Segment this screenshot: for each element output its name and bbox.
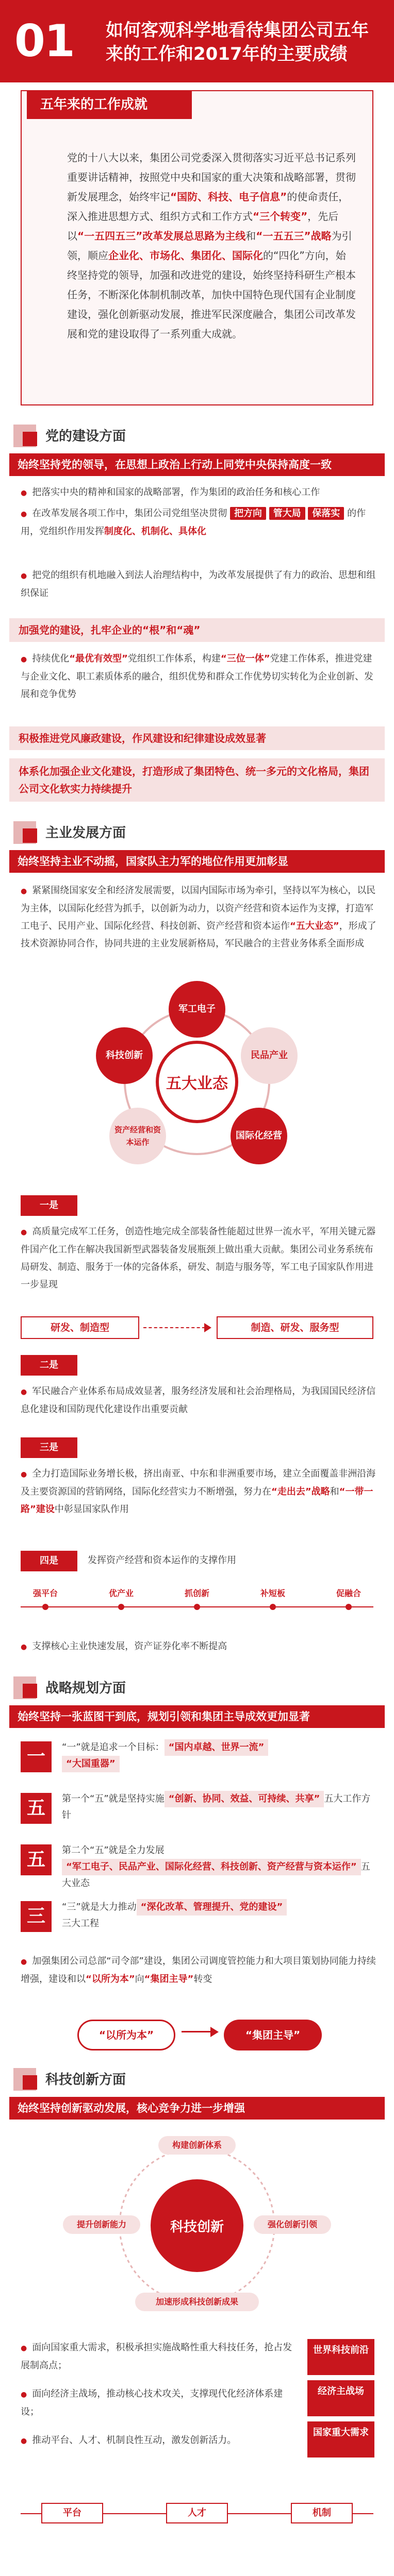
text: 面向国家重大需求，积极承担实施战略性重大科技任务，抢占发展制高点；	[21, 2342, 292, 2371]
highlight: 企业化、市场化、集团化、国际化	[108, 249, 263, 262]
text: 文化格局，集团公司文化软实力持续提升	[19, 765, 369, 795]
tag-third: 三是	[21, 1437, 77, 1458]
highlight: “一五四五三”改革发展总思路为主线	[77, 230, 246, 242]
flow-arrow	[143, 1327, 205, 1328]
header-banner	[0, 0, 394, 82]
bullet-dot: ●	[21, 1228, 27, 1236]
highlight: “三个转变”	[253, 210, 308, 223]
tag-first: 一是	[21, 1195, 77, 1216]
strategy-badge-three: 三	[21, 1901, 52, 1932]
section-title: 战略规划方面	[45, 1681, 126, 1696]
bottom-boxes	[21, 2499, 373, 2530]
ring-node-international: 国际化经营	[231, 1108, 287, 1164]
ring-node-civil: 民品产业	[241, 1027, 298, 1084]
innovation-bullet-1	[21, 2339, 294, 2375]
flow-box-2: 制造、研发、服务型	[217, 1316, 373, 1339]
text: 体系化加强企业文化建设，打造形成了集团特色、统一多元的	[19, 765, 297, 777]
side-badge: 经济主战场	[307, 2380, 374, 2416]
highlight: “五大业态”	[290, 921, 339, 931]
chip: “国内卓越、世界一流”	[165, 1739, 269, 1756]
section-square-icon	[23, 828, 37, 843]
chip: 保落实	[308, 507, 344, 520]
text: 在改革发展各项工作中，集团公司党组坚决贯彻	[32, 508, 227, 519]
side-badges	[307, 2339, 374, 2463]
timeline-dot	[346, 1604, 352, 1610]
five-year-paragraph	[67, 148, 356, 344]
text: 转变	[193, 1974, 212, 1985]
section-title: 党的建设方面	[45, 429, 126, 444]
text: 中彰显国家队作用	[54, 1504, 129, 1515]
chip: “深化改革、管理提升、党的建设”	[137, 1899, 287, 1916]
oval-arrow	[182, 2031, 212, 2032]
strategy-badge-five-1: 五	[21, 1793, 52, 1824]
bullet-dot: ●	[21, 1388, 27, 1396]
text: 第一个“五”就是坚持实施	[62, 1793, 165, 1804]
highlight: “走出去”战略	[271, 1486, 330, 1497]
five-year-tab: 五年来的工作成就	[27, 90, 192, 119]
innovation-tag: 强化创新引领	[254, 2215, 331, 2234]
chip: “创新、协同、效益、可持续、共享”	[165, 1791, 324, 1807]
timeline	[21, 1587, 373, 1628]
timeline-item: 补短板	[260, 1588, 285, 1598]
ring-node-military: 军工电子	[169, 981, 225, 1038]
strategy-text-3	[62, 1842, 371, 1892]
text: 持续优化	[32, 653, 70, 664]
text: 推动平台、人才、机制良性互动，激发创新活力。	[32, 2435, 237, 2446]
tag-fourth: 四是	[21, 1551, 77, 1571]
main-paragraph-5: 发挥资产经营和资本运作的支撑作用	[88, 1555, 236, 1566]
five-year-text: 的“四化”方向，始终坚持党的领导，加强和改进党的建设，始终坚持科研生产根本任务，不断深化体制机制改革，加快中国特色现代国有企业制度建设，强化创新驱动发展，推进军民深度融合，集团公司改革发展和党的建设取得了一系列重大成就。	[67, 249, 356, 340]
strategy-badge-five-2: 五	[21, 1844, 52, 1875]
text: 三大工程	[62, 1918, 99, 1929]
bottom-box-mechanism: 机制	[291, 2503, 353, 2523]
innovation-bullet-2	[21, 2385, 294, 2421]
text: “一”就是追求一个目标：	[62, 1742, 165, 1753]
section-header-main	[0, 814, 394, 848]
text: 高质量完成军工任务，创造性地完成全部装备性能超过世界一流水平，军用关键元器件国产化工作在解决我国新型武器装备发展瓶颈上做出重大贡献。集团公司业务系统布局研发、制造、服务于一体的完备体系，研发、制造与服务等，军工电子国家队作用进一步显现	[21, 1226, 376, 1290]
party-bullet-2	[21, 505, 376, 540]
ring-node-capital: 资产经营和资本运作	[109, 1108, 166, 1164]
text: 加强集团公司总部“司令部”建设，集团公司调度管控能力和大项目策划协同能力持续增强，建设和以	[21, 1956, 376, 1985]
party-ribbon-1: 始终坚持党的领导，在思想上政治上行动上同党中央保持高度一致	[9, 453, 385, 476]
party-ribbon-4	[9, 758, 385, 802]
bullet-dot: ●	[21, 510, 27, 518]
party-ribbon-2: 加强党的建设，扎牢企业的“根”和“魂”	[9, 618, 385, 642]
oval-group-led: “集团主导”	[224, 2020, 322, 2050]
bottom-box-talent: 人才	[166, 2503, 228, 2523]
timeline-item: 促融合	[336, 1588, 361, 1598]
bottom-box-platform: 平台	[41, 2503, 103, 2523]
flow-box-1: 研发、制造型	[21, 1316, 139, 1339]
innovation-center: 科技创新	[151, 2179, 243, 2272]
arrow-right-icon	[210, 2027, 219, 2037]
five-year-text: ，先后以	[67, 210, 339, 242]
text: 军民融合产业体系布局成效显著，服务经济发展和社会治理格局，为我国国民经济信息化建设和国防现代化建设作出重要贡献	[21, 1386, 376, 1415]
strategy-text-2	[62, 1791, 371, 1824]
timeline-item: 强平台	[32, 1588, 58, 1598]
text: 五大业态	[62, 1861, 370, 1889]
chip: 把方向	[230, 507, 266, 520]
side-badge: 国家重大需求	[307, 2421, 374, 2458]
text: 的作用，党组织作用发挥	[21, 508, 366, 537]
timeline-dot	[270, 1604, 276, 1610]
section-title: 科技创新方面	[45, 2072, 126, 2088]
highlight: “国防、科技、电子信息”	[170, 191, 287, 203]
timeline-dot	[42, 1604, 48, 1610]
section-header-innovation	[0, 2061, 394, 2095]
section-title: 主业发展方面	[45, 825, 126, 841]
five-year-box	[21, 90, 373, 405]
innovation-tag: 提升创新能力	[63, 2215, 140, 2234]
text: 五大工作方针	[62, 1793, 371, 1821]
page-bottom-space	[0, 2550, 394, 2576]
party-ribbon-3: 积极推进党风廉政建设，作风建设和纪律建设成效显著	[9, 726, 385, 750]
highlight: “以所为本”	[86, 1974, 135, 1985]
highlight: “三位一体”	[220, 653, 270, 664]
text: “三”就是大力推动	[62, 1902, 137, 1912]
highlight: “集团主导”	[144, 1974, 194, 1985]
innovation-diagram	[76, 2133, 317, 2318]
strategy-ribbon-1: 始终坚持一张蓝图干到底，规划引领和集团主导成效更加显著	[9, 1705, 385, 1728]
ring-node-tech: 科技创新	[96, 1027, 153, 1084]
highlight: 制度化、机制化、具体化	[104, 526, 206, 537]
chip: “军工电子、民品产业、国际化经营、科技创新、资产经营与资本运作”	[62, 1859, 361, 1875]
main-paragraph-1	[21, 882, 376, 953]
highlight: “最优有效型”	[69, 653, 128, 664]
five-year-text: 为引领，顺应	[67, 230, 352, 262]
bullet-dot: ●	[21, 2391, 27, 2399]
highlight: “一五五三”战略	[256, 230, 332, 242]
strategy-text-1	[62, 1739, 371, 1772]
five-year-text: 和	[245, 230, 256, 242]
timeline-item: 抓创新	[184, 1588, 209, 1598]
innovation-bullet-3	[21, 2432, 294, 2450]
strategy-badge-one: 一	[21, 1741, 52, 1772]
section-header-strategy	[0, 1669, 394, 1703]
ring-center: 五大业态	[156, 1041, 238, 1123]
text: 党建工作体系，推进党建与企业文化、职工素质体系的融合，组织优势和群众工作优势切实转化为企业创新、发展和竞争优势	[21, 653, 373, 700]
text: 党组织工作体系，构建	[127, 653, 221, 664]
highlight: “一带一路”建设	[21, 1486, 373, 1515]
bullet-dot: ●	[21, 2344, 27, 2352]
chip: 管大局	[269, 507, 305, 520]
innovation-tag: 加速形成科技创新成果	[135, 2293, 259, 2311]
main-paragraph-3	[21, 1383, 376, 1418]
section-header-party	[0, 417, 394, 451]
text: 面向经济主战场，推动核心技术攻关，支撑现代化经济体系建设；	[21, 2388, 283, 2417]
text: ，形成了技术资源协同合作，协同共进的主业发展新格局，军民融合的主营业务体系全面形成	[21, 921, 376, 949]
five-year-text: 党的十八大以来，集团公司党委深入贯彻落实习近平总书记系列重要讲话精神，按照党中央和国家的重大决策和战略部署，贯彻新发展理念，始终牢记	[67, 151, 356, 203]
text: 全力打造国际业务增长极，挤出南亚、中东和非洲重要市场，建立全面覆盖非洲沿海及主要资源国的营销网络，国际化经营实力不断增强，努力在	[21, 1468, 376, 1497]
five-year-text: 的使命责任，深入推进思想方式、组织方式和工作方式	[67, 191, 349, 223]
bullet-dot: ●	[21, 572, 27, 580]
party-bullet-3	[21, 567, 376, 602]
tag-second: 二是	[21, 1355, 77, 1376]
five-business-diagram	[94, 979, 300, 1185]
text: 第二个“五”就是全力发展	[62, 1845, 165, 1856]
main-ribbon-1: 始终坚持主业不动摇，国家队主力军的地位作用更加彰显	[9, 850, 385, 873]
flow-arrow-head-icon	[204, 1323, 211, 1332]
page-title: 如何客观科学地看待集团公司五年来的工作和2017年的主要成绩	[106, 20, 369, 64]
oval-by-institute: “以所为本”	[77, 2020, 175, 2050]
party-bullet-4	[21, 650, 376, 703]
strategy-bullet-1	[21, 1953, 376, 1988]
bullet-dot: ●	[21, 655, 27, 664]
text: 把党的组织有机地融入到法人治理结构中，为改革发展提供了有力的政治、思想和组织保证	[21, 570, 376, 599]
bullet-dot: ●	[21, 1958, 27, 1966]
section-square-icon	[23, 432, 37, 446]
timeline-dot	[194, 1604, 200, 1610]
section-square-icon	[23, 1684, 37, 1698]
side-badge: 世界科技前沿	[307, 2339, 374, 2375]
main-paragraph-2	[21, 1223, 376, 1294]
text: 紧紧围绕国家安全和经济发展需要，以国内国际市场为牵引，坚持以军为核心，以民为主体，以国际化经营为抓手，以创新为动力，以资产经营和资本运作为支撑，打造军工电子、民用产业、国际化经营、科技创新、资产经营和资本运作	[21, 885, 376, 931]
text: 和	[330, 1486, 339, 1497]
text: 向	[135, 1974, 144, 1985]
strategy-text-4	[62, 1899, 371, 1932]
innovation-tag: 构建创新体系	[158, 2136, 236, 2155]
main-paragraph-4	[21, 1465, 376, 1518]
section-square-icon	[23, 2075, 37, 2090]
section-number: 01	[14, 15, 74, 67]
main-bullet-5: ● 支撑核心主业快速发展，资产证券化率不断提高	[21, 1638, 376, 1655]
bullet-dot: ●	[21, 2437, 27, 2445]
innovation-ribbon-1: 始终坚持创新驱动发展，核心竞争力进一步增强	[9, 2097, 385, 2120]
bullet-dot: ●	[21, 1470, 27, 1479]
timeline-dot	[118, 1604, 124, 1610]
chip: “大国重器”	[62, 1756, 120, 1772]
party-bullet-1: ● 把落实中央的精神和国家的战略部署，作为集团的政治任务和核心工作	[21, 484, 376, 501]
timeline-item: 优产业	[108, 1588, 134, 1598]
bullet-dot: ●	[21, 887, 27, 895]
